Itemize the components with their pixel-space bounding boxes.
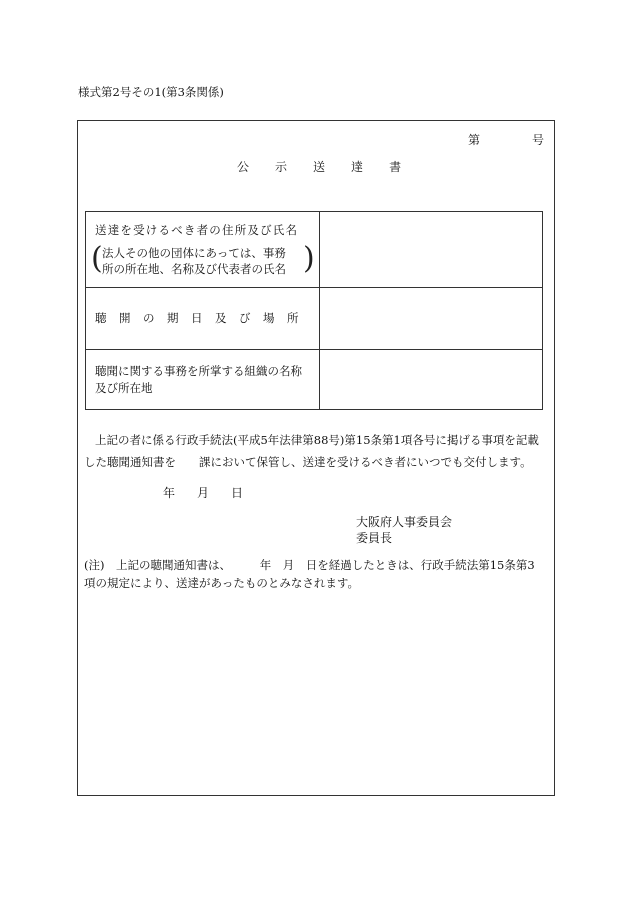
doc-number-prefix: 第 (468, 133, 481, 147)
table-row-divider (86, 349, 542, 350)
title-char: 示 (275, 160, 288, 174)
date-month-label: 月 (197, 486, 210, 500)
date-day-label: 日 (231, 486, 244, 500)
row-hearing-date-label: 聴 開 の 期 日 及 び 場 所 (95, 311, 299, 325)
body-line-2: した聴聞通知書を 課において保管し、送達を受けるべき者にいつでも交付します。 (84, 455, 532, 469)
document-title (237, 158, 427, 175)
document-number (468, 131, 544, 148)
row-organization-label-1: 聴聞に関する事務を所掌する組織の名称 (95, 364, 302, 378)
body-paragraph (84, 429, 539, 473)
form-number-label: 様式第2号その1(第3条関係) (78, 85, 224, 99)
body-line-1: 上記の者に係る行政手続法(平成5年法律第88号)第15条第1項各号に掲げる事項を記載 (95, 433, 539, 447)
footnote-line-1: (注) 上記の聴聞通知書は、 年 月 日を経過したときは、行政手続法第15条第3 (84, 558, 535, 572)
doc-number-suffix: 号 (532, 133, 545, 147)
table-column-divider (319, 212, 320, 409)
title-char: 送 (313, 160, 326, 174)
close-paren: ) (303, 241, 315, 276)
footnote (84, 556, 535, 592)
date-year-label: 年 (163, 486, 176, 500)
row-organization-label-2: 及び所在地 (95, 381, 153, 395)
open-paren: ( (91, 241, 103, 276)
issue-date (163, 484, 265, 501)
issuer-title: 委員長 (356, 531, 393, 545)
title-char: 公 (237, 160, 250, 174)
row-recipient-note-2: 所の所在地、名称及び代表者の氏名 (102, 262, 286, 276)
row-recipient-label: 送達を受けるべき者の住所及び氏名 (95, 223, 299, 237)
title-char: 書 (389, 160, 402, 174)
issuer-organization: 大阪府人事委員会 (356, 515, 453, 529)
info-table (85, 211, 543, 410)
row-recipient-note-1: 法人その他の団体にあっては、事務 (102, 246, 286, 260)
title-char: 達 (351, 160, 364, 174)
table-row-divider (86, 287, 542, 288)
footnote-line-2: 項の規定により、送達があったものとみなされます。 (84, 576, 359, 590)
